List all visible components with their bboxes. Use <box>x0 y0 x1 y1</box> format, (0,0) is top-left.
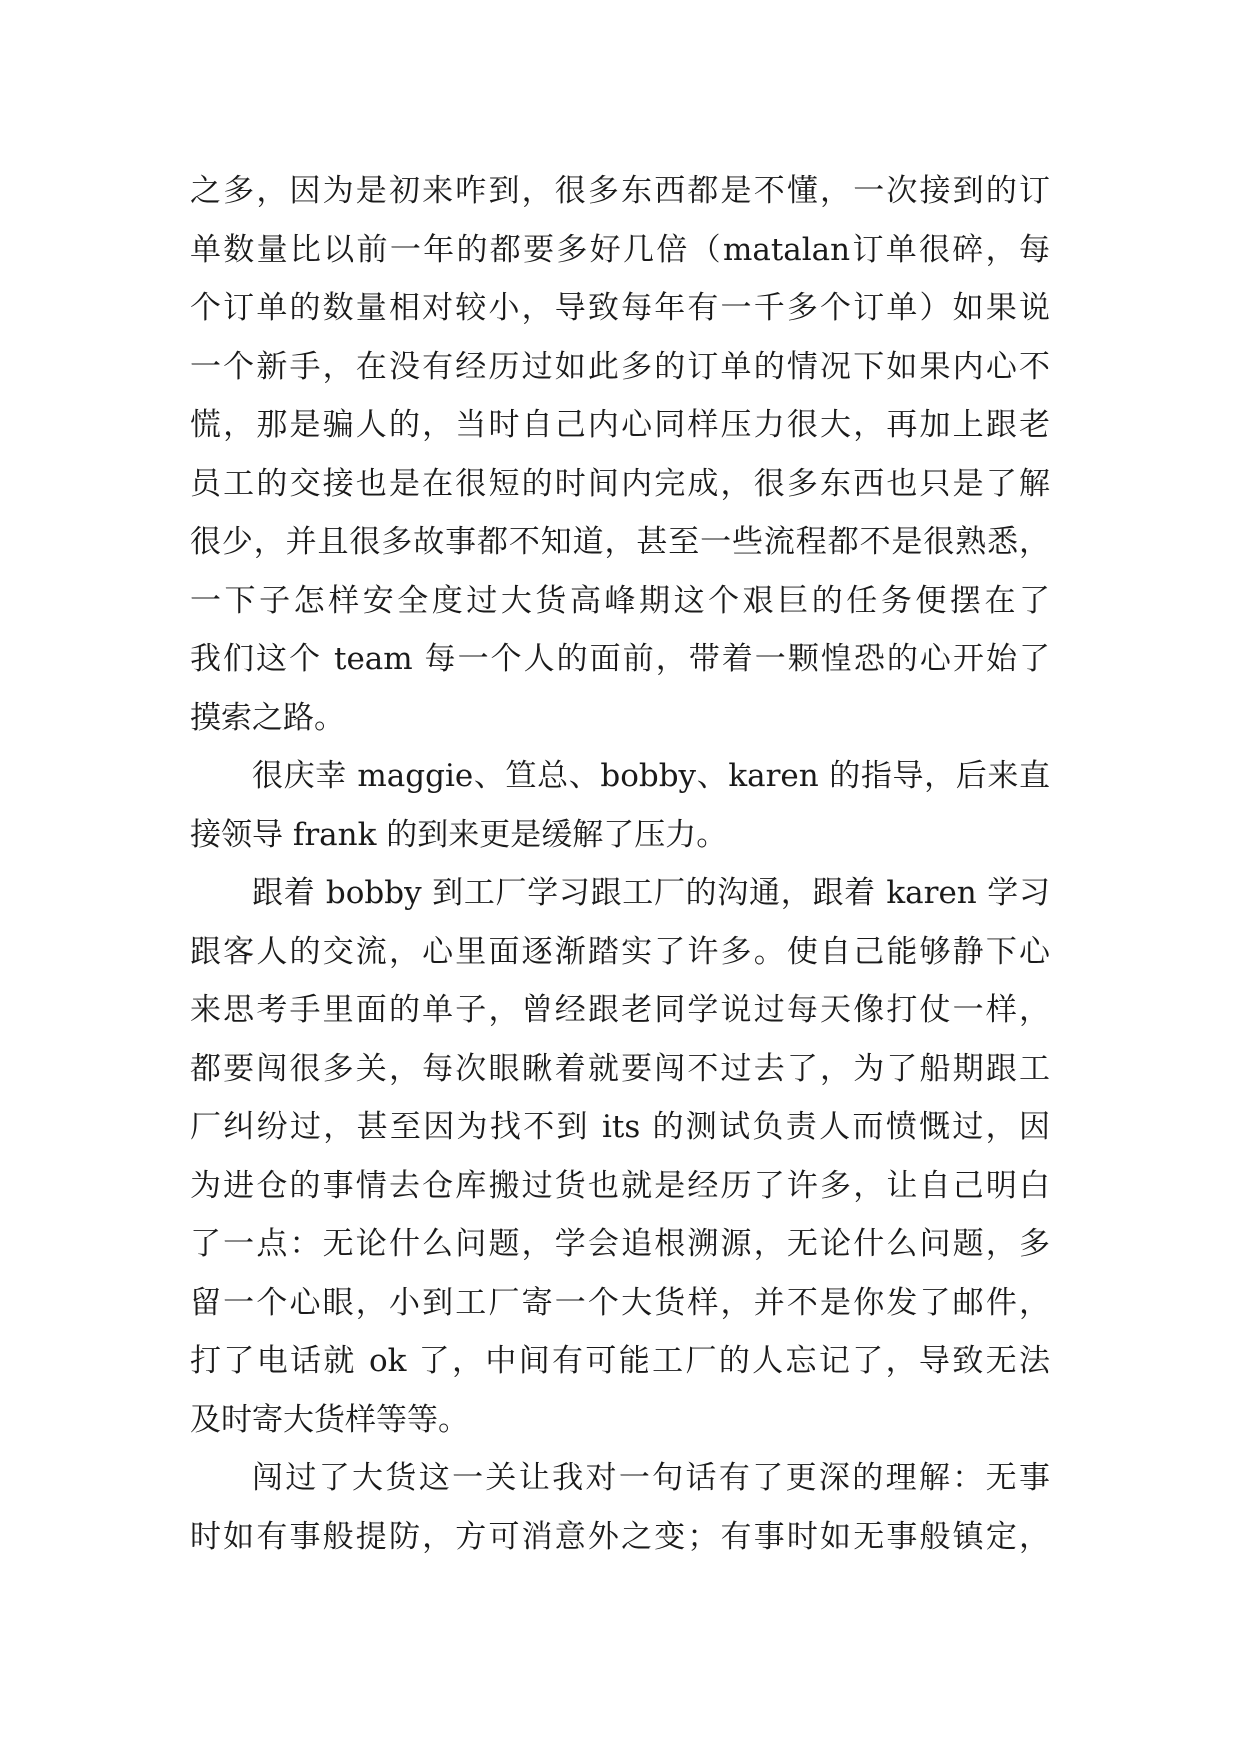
text-line: 来思考手里面的单子，曾经跟老同学说过每天像打仗一样， <box>190 992 1050 1028</box>
text-line: 员工的交接也是在很短的时间内完成，很多东西也只是了解 <box>190 465 1050 502</box>
text-line: 很庆幸 maggie、笪总、bobby、karen 的指导，后来直 <box>252 758 1050 794</box>
text-line: 一个新手，在没有经历过如此多的订单的情况下如果内心不 <box>190 348 1050 385</box>
text-line: 打了电话就 ok 了，中间有可能工厂的人忘记了，导致无法 <box>190 1343 1050 1379</box>
paragraph-4 <box>190 1449 1050 1566</box>
document-body <box>190 162 1050 1566</box>
paragraph-1 <box>190 162 1050 747</box>
paragraph-2 <box>190 747 1050 864</box>
text-line: 为进仓的事情去仓库搬过货也就是经历了许多，让自己明白 <box>190 1167 1050 1204</box>
text-line: 单数量比以前一年的都要多好几倍（matalan订单很碎，每 <box>190 231 1050 268</box>
text-line: 一下子怎样安全度过大货高峰期这个艰巨的任务便摆在了 <box>190 582 1050 619</box>
paragraph-3 <box>190 864 1050 1449</box>
text-line: 之多，因为是初来咋到，很多东西都是不懂，一次接到的订 <box>190 173 1050 209</box>
text-line: 摸索之路。 <box>190 699 345 736</box>
text-line: 跟着 bobby 到工厂学习跟工厂的沟通，跟着 karen 学习 <box>252 875 1050 911</box>
text-line: 个订单的数量相对较小，导致每年有一千多个订单）如果说 <box>190 290 1050 326</box>
text-line: 慌，那是骗人的，当时自己内心同样压力很大，再加上跟老 <box>190 407 1050 443</box>
text-line: 留一个心眼，小到工厂寄一个大货样，并不是你发了邮件， <box>190 1284 1050 1321</box>
text-line: 跟客人的交流，心里面逐渐踏实了许多。使自己能够静下心 <box>190 933 1050 970</box>
text-line: 很少，并且很多故事都不知道，甚至一些流程都不是很熟悉， <box>190 524 1050 560</box>
text-line: 时如有事般提防，方可消意外之变；有事时如无事般镇定， <box>190 1518 1050 1555</box>
text-line: 我们这个 team 每一个人的面前，带着一颗惶恐的心开始了 <box>190 641 1050 677</box>
text-line: 都要闯很多关，每次眼瞅着就要闯不过去了，为了船期跟工 <box>190 1050 1050 1087</box>
text-line: 及时寄大货样等等。 <box>190 1401 469 1438</box>
text-line: 厂纠纷过，甚至因为找不到 its 的测试负责人而愤慨过，因 <box>190 1109 1050 1145</box>
text-line: 闯过了大货这一关让我对一句话有了更深的理解：无事 <box>252 1460 1050 1496</box>
text-line: 接领导 frank 的到来更是缓解了压力。 <box>190 816 728 853</box>
text-line: 了一点：无论什么问题，学会追根溯源，无论什么问题，多 <box>190 1226 1050 1262</box>
